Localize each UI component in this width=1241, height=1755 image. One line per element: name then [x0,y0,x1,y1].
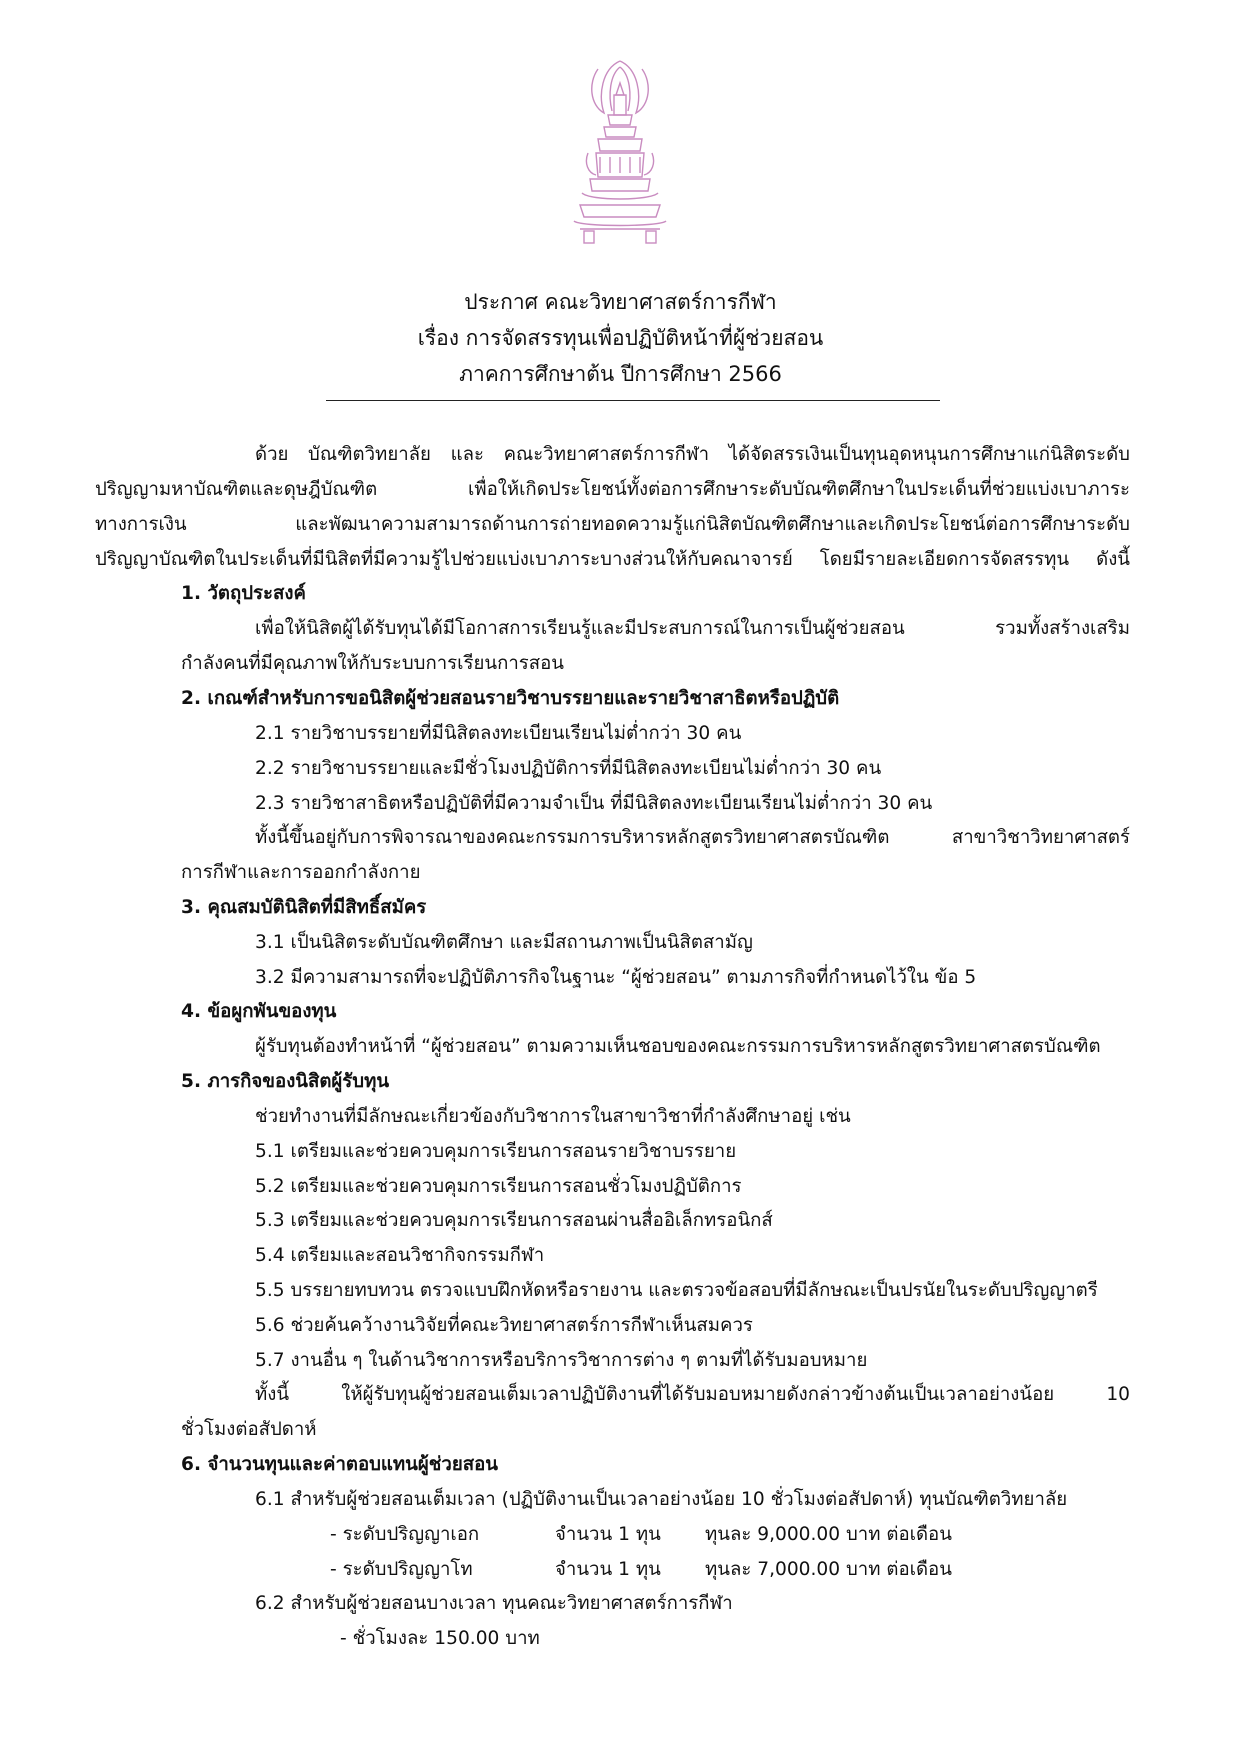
scholarship-amount: ทุนละ 9,000.00 บาท ต่อเดือน [705,1524,952,1545]
scholarship-level: - ระดับปริญญาโท [330,1559,473,1580]
announcement-header [0,284,1241,392]
section-5-item: 5.3 เตรียมและช่วยควบคุมการเรียนการสอนผ่านสื่ออิเล็กทรอนิกส์ [255,1210,773,1231]
section-2-note: การกีฬาและการออกกำลังกาย [181,862,421,883]
section-5-item: 5.2 เตรียมและช่วยควบคุมการเรียนการสอนชั่วโมงปฏิบัติการ [255,1176,742,1197]
section-5-note: ทั้งนี้ ให้ผู้รับทุนผู้ช่วยสอนเต็มเวลาปฏิบัติงานที่ได้รับมอบหมายดังกล่าวข้างต้นเป็นเวลาอย่างน้อย 10 [255,1384,1130,1405]
scholarship-level: - ระดับปริญญาเอก [330,1524,480,1545]
section-3-item: 3.2 มีความสามารถที่จะปฏิบัติภารกิจในฐานะ “ผู้ช่วยสอน” ตามภารกิจที่กำหนดไว้ใน ข้อ 5 [255,967,977,988]
section-5-item: 5.4 เตรียมและสอนวิชากิจกรรมกีฬา [255,1245,545,1266]
section-1-text: เพื่อให้นิสิตผู้ได้รับทุนได้มีโอกาสการเรียนรู้และมีประสบการณ์ในการเป็นผู้ช่วยสอน รวมทั้งสร้างเสริม [255,618,1130,639]
section-5-title: 5. ภารกิจของนิสิตผู้รับทุน [181,1071,390,1092]
section-5-intro: ช่วยทำงานที่มีลักษณะเกี่ยวข้องกับวิชาการในสาขาวิชาที่กำลังศึกษาอยู่ เช่น [255,1106,851,1127]
section-2-item: 2.1 รายวิชาบรรยายที่มีนิสิตลงทะเบียนเรียนไม่ต่ำกว่า 30 คน [255,723,742,744]
header-line-2: เรื่อง การจัดสรรทุนเพื่อปฏิบัติหน้าที่ผู้ช่วยสอน [417,326,824,350]
section-6-item: 6.1 สำหรับผู้ช่วยสอนเต็มเวลา (ปฏิบัติงานเป็นเวลาอย่างน้อย 10 ชั่วโมงต่อสัปดาห์) ทุนบัณฑิตวิทยาลัย [255,1489,1068,1510]
section-2-item: 2.2 รายวิชาบรรยายและมีชั่วโมงปฏิบัติการที่มีนิสิตลงทะเบียนไม่ต่ำกว่า 30 คน [255,758,882,779]
header-line-1: ประกาศ คณะวิทยาศาสตร์การกีฬา [464,290,777,314]
section-6-title: 6. จำนวนทุนและค่าตอบแทนผู้ช่วยสอน [181,1454,498,1475]
header-line-3: ภาคการศึกษาต้น ปีการศึกษา 2566 [459,362,782,386]
intro-line: ปริญญามหาบัณฑิตและดุษฎีบัณฑิต เพื่อให้เกิดประโยชน์ทั้งต่อการศึกษาระดับบัณฑิตศึกษาในประเด็นที่ช่วยแบ่งเบาภาระ [95,479,1130,500]
scholarship-amount: ทุนละ 7,000.00 บาท ต่อเดือน [705,1559,952,1580]
section-1-text: กำลังคนที่มีคุณภาพให้กับระบบการเรียนการสอน [181,653,564,674]
intro-line: ทางการเงิน และพัฒนาความสามารถด้านการถ่ายทอดความรู้แก่นิสิตบัณฑิตศึกษาและเกิดประโยชน์ต่อการศึกษาระดับ [95,514,1130,535]
section-5-note: ชั่วโมงต่อสัปดาห์ [181,1419,317,1440]
section-3-item: 3.1 เป็นนิสิตระดับบัณฑิตศึกษา และมีสถานภาพเป็นนิสิตสามัญ [255,932,753,953]
section-1-title: 1. วัตถุประสงค์ [181,583,306,604]
section-5-item: 5.1 เตรียมและช่วยควบคุมการเรียนการสอนรายวิชาบรรยาย [255,1141,737,1162]
section-5-item: 5.5 บรรยายทบทวน ตรวจแบบฝึกหัดหรือรายงาน และตรวจข้อสอบที่มีลักษณะเป็นปรนัยในระดับปริญญาตรี [255,1280,1098,1301]
scholarship-count: จำนวน 1 ทุน [555,1524,661,1545]
section-5-item: 5.7 งานอื่น ๆ ในด้านวิชาการหรือบริการวิชาการต่าง ๆ ตามที่ได้รับมอบหมาย [255,1350,868,1371]
section-3-title: 3. คุณสมบัตินิสิตที่มีสิทธิ์สมัคร [181,897,427,918]
intro-line: ปริญญาบัณฑิตในประเด็นที่มีนิสิตที่มีความรู้ไปช่วยแบ่งเบาภาระบางส่วนให้กับคณาจารย์ โดยมีรายละเอียดการจัดสรรทุน ดังนี้ [95,549,1130,570]
chulalongkorn-seal-icon [560,55,680,255]
section-4-text: ผู้รับทุนต้องทำหน้าที่ “ผู้ช่วยสอน” ตามความเห็นชอบของคณะกรรมการบริหารหลักสูตรวิทยาศาสตรบัณฑิต [255,1036,1101,1057]
section-2-title: 2. เกณฑ์สำหรับการขอนิสิตผู้ช่วยสอนรายวิชาบรรยายและรายวิชาสาธิตหรือปฏิบัติ [181,688,840,709]
section-6-subitem: - ชั่วโมงละ 150.00 บาท [340,1628,540,1649]
intro-line: ด้วย บัณฑิตวิทยาลัย และ คณะวิทยาศาสตร์การกีฬา ได้จัดสรรเงินเป็นทุนอุดหนุนการศึกษาแก่นิสิตระดับ [255,444,1130,465]
header-divider [326,400,940,401]
section-4-title: 4. ข้อผูกพันของทุน [181,1001,337,1022]
section-6-item: 6.2 สำหรับผู้ช่วยสอนบางเวลา ทุนคณะวิทยาศาสตร์การกีฬา [255,1593,733,1614]
scholarship-count: จำนวน 1 ทุน [555,1559,661,1580]
section-5-item: 5.6 ช่วยค้นคว้างานวิจัยที่คณะวิทยาศาสตร์การกีฬาเห็นสมควร [255,1315,753,1336]
section-2-note: ทั้งนี้ขึ้นอยู่กับการพิจารณาของคณะกรรมการบริหารหลักสูตรวิทยาศาสตรบัณฑิต สาขาวิชาวิทยาศาสตร์ [255,827,1130,848]
section-2-item: 2.3 รายวิชาสาธิตหรือปฏิบัติที่มีความจำเป็น ที่มีนิสิตลงทะเบียนเรียนไม่ต่ำกว่า 30 คน [255,793,933,814]
